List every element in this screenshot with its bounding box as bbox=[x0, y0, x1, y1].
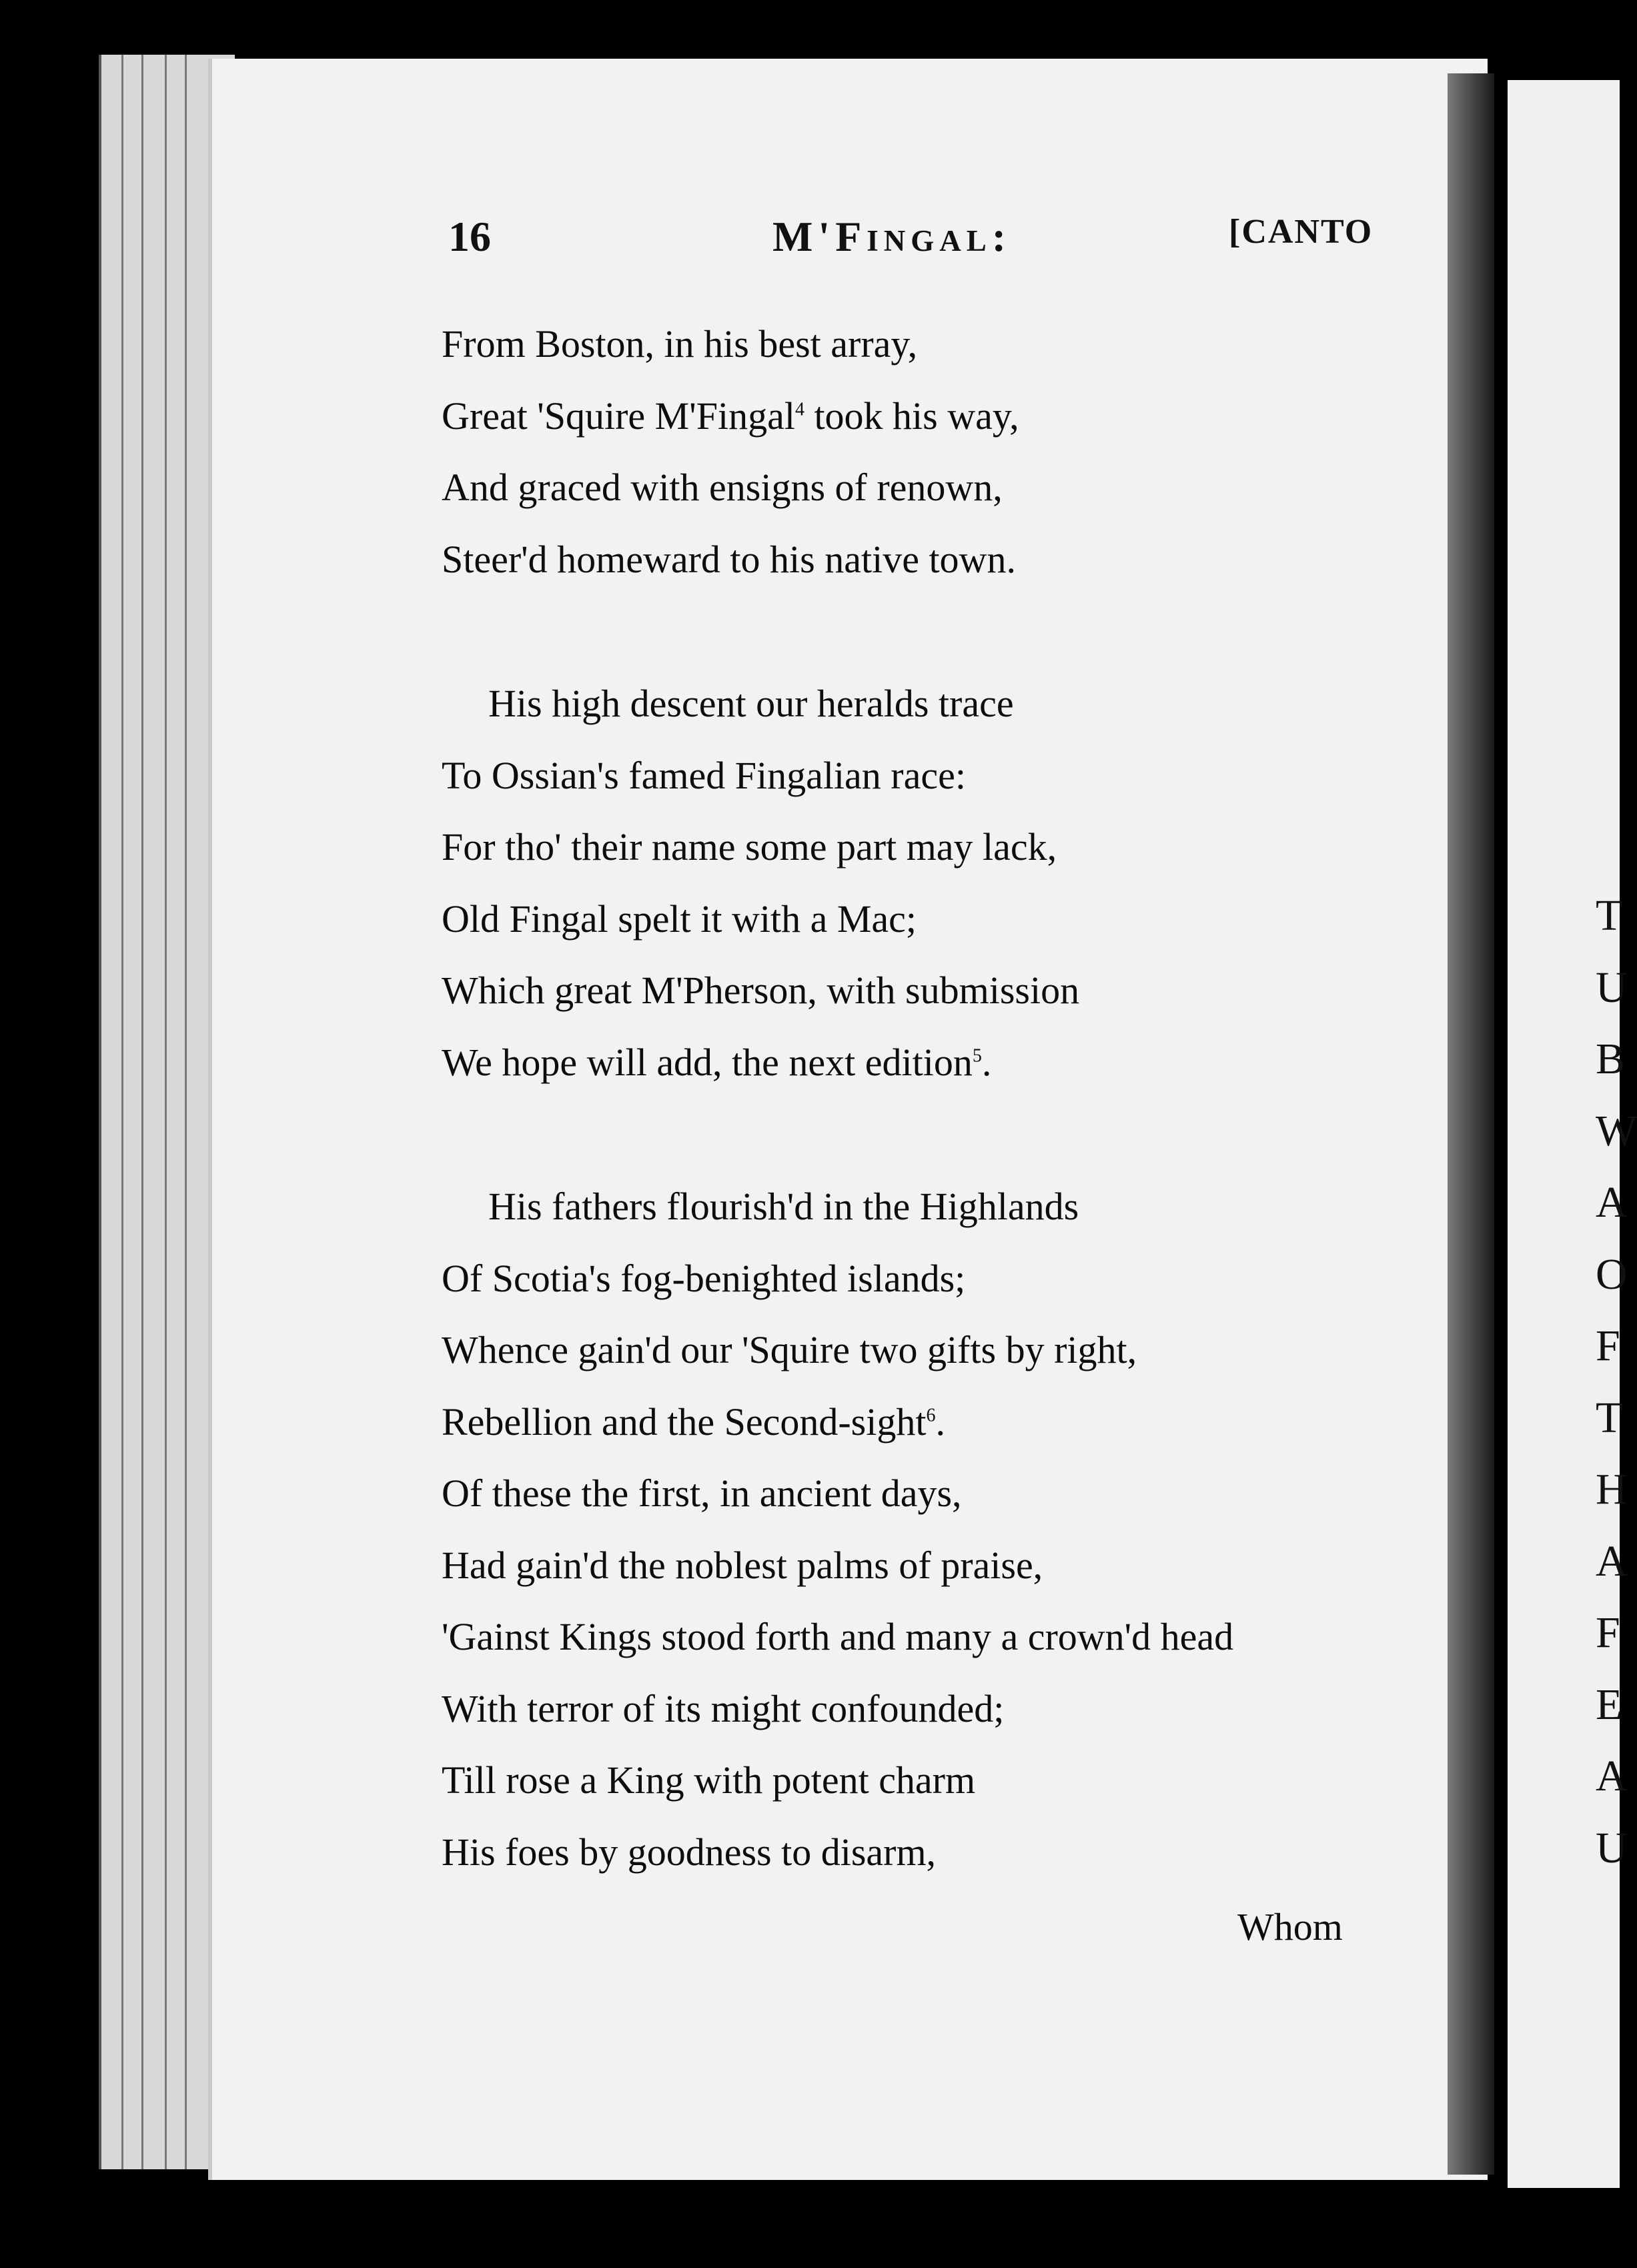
verse-line: Old Fingal spelt it with a Mac; bbox=[442, 897, 917, 941]
verse-line bbox=[442, 1386, 1233, 1458]
page-edge-line bbox=[165, 55, 167, 2169]
page-edge-line bbox=[141, 55, 143, 2169]
verse-line: 'Gainst Kings stood forth and many a crown'd head bbox=[442, 1615, 1234, 1658]
verse-text: took his way, bbox=[804, 394, 1019, 438]
verse-line: His foes by goodness to disarm, bbox=[442, 1830, 937, 1874]
verse-text: . bbox=[935, 1399, 945, 1444]
facing-page-letter: T bbox=[1596, 891, 1623, 940]
catchword: Whom bbox=[1237, 1905, 1343, 1948]
footnote-marker: 5 bbox=[972, 1045, 982, 1067]
verse-line: Had gain'd the noblest palms of praise, bbox=[442, 1543, 1043, 1587]
verse-line: His fathers flourish'd in the Highlands bbox=[488, 1185, 1079, 1228]
facing-page-letter: F bbox=[1596, 1608, 1620, 1657]
facing-page-letter: B bbox=[1596, 1035, 1626, 1083]
verse-line: From Boston, in his best array, bbox=[442, 322, 918, 366]
verse-line: And graced with ensigns of renown, bbox=[442, 466, 1003, 509]
verse-line bbox=[442, 1027, 1079, 1099]
stanza-3 bbox=[442, 1171, 1233, 1888]
book-gutter bbox=[1448, 73, 1494, 2175]
page-edge-line bbox=[185, 55, 187, 2169]
verse-line: To Ossian's famed Fingalian race: bbox=[442, 753, 966, 797]
verse-line bbox=[442, 380, 1019, 452]
verse-line: Till rose a King with potent charm bbox=[442, 1758, 976, 1802]
verse-text: Rebellion and the Second-sight bbox=[442, 1399, 927, 1444]
facing-page-letter: A bbox=[1596, 1536, 1628, 1586]
verse-line: With terror of its might confounded; bbox=[442, 1686, 1005, 1730]
verse-line: Which great M'Pherson, with submission bbox=[442, 969, 1080, 1012]
running-canto: [CANTO bbox=[1229, 213, 1374, 251]
stanza-2 bbox=[442, 668, 1079, 1098]
verse-text: Great 'Squire M'Fingal bbox=[442, 394, 795, 438]
verse-line: Steer'd homeward to his native town. bbox=[442, 537, 1016, 581]
facing-page-letter: A bbox=[1596, 1752, 1628, 1800]
verse-line: For tho' their name some part may lack, bbox=[442, 825, 1057, 869]
facing-page-letter: A bbox=[1596, 1178, 1628, 1227]
page-number: 16 bbox=[448, 213, 491, 260]
verse-line: Whence gain'd our 'Squire two gifts by right, bbox=[442, 1328, 1137, 1371]
facing-page-letter: U bbox=[1596, 963, 1628, 1012]
facing-page-letter: O bbox=[1596, 1249, 1628, 1299]
footnote-marker: 6 bbox=[926, 1405, 936, 1426]
verse-line: His high descent our heralds trace bbox=[488, 682, 1014, 725]
facing-page-letter: F bbox=[1596, 1321, 1620, 1370]
verse-text: . bbox=[981, 1040, 992, 1084]
facing-page-letter: H bbox=[1596, 1465, 1628, 1514]
facing-page-letter: W bbox=[1596, 1106, 1637, 1155]
running-header bbox=[0, 212, 1620, 265]
footnote-marker: 4 bbox=[794, 399, 804, 420]
page-edge-line bbox=[121, 55, 123, 2169]
verse-line: Of Scotia's fog-benighted islands; bbox=[442, 1256, 966, 1300]
facing-page-letter: E bbox=[1596, 1680, 1623, 1729]
verse-text: We hope will add, the next edition bbox=[442, 1040, 973, 1084]
facing-page-letter: T bbox=[1596, 1393, 1623, 1442]
stanza-1 bbox=[442, 308, 1019, 595]
facing-page-letter: U bbox=[1596, 1823, 1628, 1872]
verse-line: Of these the first, in ancient days, bbox=[442, 1472, 962, 1515]
running-title: M'Fingal: bbox=[772, 213, 1012, 260]
